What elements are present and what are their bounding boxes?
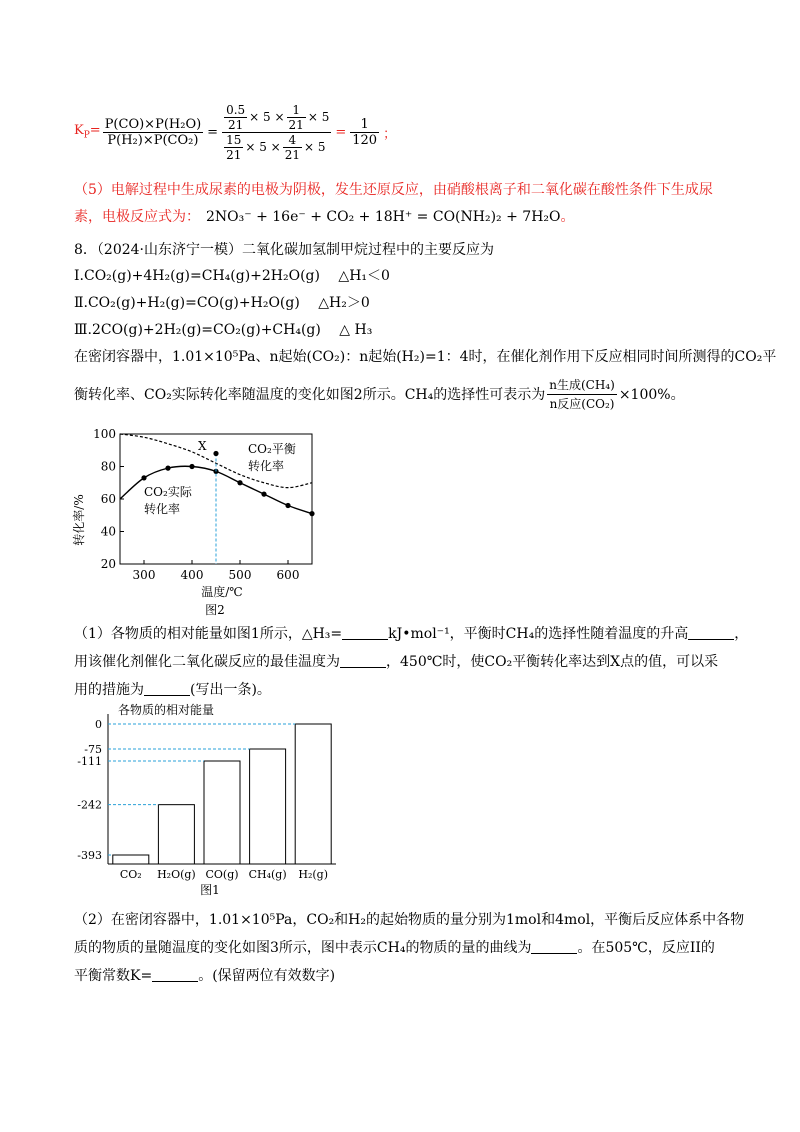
category-label: CO₂ [119,868,142,881]
part5-line2: 素，电极反应式为： 2NO₃⁻ + 16e⁻ + CO₂ + 18H⁺ = CO(NH₂)₂ + 7H₂O。 [74,209,575,225]
part5-line1: （5）电解过程中生成尿素的电极为阴极，发生还原反应，由硝酸根离子和二氧化碳在酸性条件下生成尿 [74,182,713,198]
x-tick-label: 300 [132,568,156,582]
q8-paragraph-1: 在密闭容器中，1.01×10⁵Pa、n起始(CO₂)：n起始(H₂)=1：4时，在催化剂作用下反应相同时间所测得的CO₂平 [74,349,777,365]
data-point [141,475,146,480]
data-point [237,480,242,485]
kp-ratio-denominator: P(H₂)×P(CO₂) [107,132,199,148]
y-tick-label: -393 [77,849,102,862]
figure-caption: 图1 [200,883,220,897]
energy-bar [204,761,240,864]
electrode-equation: 2NO₃⁻ + 16e⁻ + CO₂ + 18H⁺ = CO(NH₂)₂ + 7H₂O [206,209,561,225]
actual-label-line2: 转化率 [144,502,181,516]
x-tick-label: 500 [228,568,252,582]
chart-title: 各物质的相对能量 [118,703,215,717]
figure-2-chart [70,420,330,620]
kp-result: $\frac{1}{120}$ [352,116,378,148]
y-tick-label: 80 [100,459,116,474]
answer-blank[interactable] [531,939,577,954]
q2-line2: 质的物质的量随温度的变化如图3所示，图中表示CH₄的物质的量的曲线为 。在505℃，反应II的 [74,940,715,956]
kp-ratio [103,117,203,148]
answer-blank[interactable] [340,653,386,668]
kp-substitution-numerator: $\frac{0.5}{21}$ × 5 × $\frac{1}{21}$ × 5 [222,103,331,133]
energy-bar [158,805,194,864]
equals-sign: = [207,124,219,140]
point-x-label: X [198,439,207,453]
q8-intro: 8．（2024·山东济宁一模）二氧化碳加氢制甲烷过程中的主要反应为 [74,242,494,258]
y-tick-label: 100 [93,427,116,441]
category-label: H₂(g) [298,868,329,881]
answer-blank[interactable] [144,681,190,696]
data-point [285,503,290,508]
selectivity-fraction: $\frac{\text{n生成(CH₄)}}{\text{n反应(CO₂)}}$ [549,378,615,411]
data-point [165,466,170,471]
q1-line1: （1）各物质的相对能量如图1所示，△H₃= kJ•mol⁻¹，平衡时CH₄的选择性随着温度的升高 ， [74,626,749,642]
y-tick-label: 0 [95,718,102,731]
q8-paragraph-2: 衡转化率、CO₂实际转化率随温度的变化如图2所示。CH₄的选择性可表示为 $\frac{\text{n生成(CH₄)}}{\text{n反应(CO₂)}}$ ×100%。 [74,378,685,411]
equals-sign: = [335,124,347,140]
answer-blank[interactable] [152,967,198,982]
y-tick-label: -242 [77,798,102,812]
semicolon: ； [383,126,397,142]
reaction-2: Ⅱ.CO₂(g)+H₂(g)=CO(g)+H₂O(g) △H₂＞0 [74,295,370,311]
y-axis-label: 转化率/% [72,494,86,546]
data-point [189,464,194,469]
answer-blank[interactable] [688,625,734,640]
y-tick-label: 20 [100,557,116,571]
q1-line2: 用该催化剂催化二氧化碳反应的最佳温度为 ，450℃时，使CO₂平衡转化率达到X点的值，可以采 [74,654,719,670]
equilibrium-label-line2: 转化率 [248,459,285,473]
x-tick-label: 400 [180,568,204,582]
answer-blank[interactable] [342,625,388,640]
x-axis-label: 温度/℃ [201,585,243,599]
figure-caption: 图2 [205,603,225,617]
data-point [309,511,314,516]
kp-ratio-numerator: P(CO)×P(H₂O) [104,116,202,132]
category-label: CO(g) [205,868,239,881]
kp-expression [74,96,396,168]
energy-bar [250,749,286,864]
q2-line1: （2）在密闭容器中，1.01×10⁵Pa，CO₂和H₂的起始物质的量分别为1mol和4mol，平衡后反应体系中各物 [74,912,745,928]
reaction-3: Ⅲ.2CO(g)+2H₂(g)=CO₂(g)+CH₄(g) △ H₃ [74,322,373,338]
actual-label-line1: CO₂实际 [144,485,192,499]
y-tick-label: 60 [100,492,116,506]
y-tick-label: -75 [84,743,102,756]
q1-line3: 用的措施为 (写出一条)。 [74,682,271,698]
reaction-1: Ⅰ.CO₂(g)+4H₂(g)=CH₄(g)+2H₂O(g) △H₁＜0 [74,268,390,284]
y-tick-label: 40 [100,524,116,539]
equilibrium-label-line1: CO₂平衡 [248,442,296,456]
point-x [213,451,218,456]
energy-bar [295,724,331,864]
category-label: CH₄(g) [248,868,287,881]
y-tick-label: -111 [77,755,102,768]
x-tick-label: 600 [276,568,300,582]
data-point [261,492,266,497]
kp-symbol: $K_P=$ [74,123,101,141]
category-label: H₂O(g) [157,868,196,881]
figure-1-chart [70,700,350,900]
kp-substitution [222,103,331,162]
kp-substitution-denominator: $\frac{15}{21}$ × 5 × $\frac{4}{21}$ × 5 [226,132,326,162]
q2-line3: 平衡常数K= 。(保留两位有效数字) [74,968,336,984]
energy-bar [113,855,149,864]
